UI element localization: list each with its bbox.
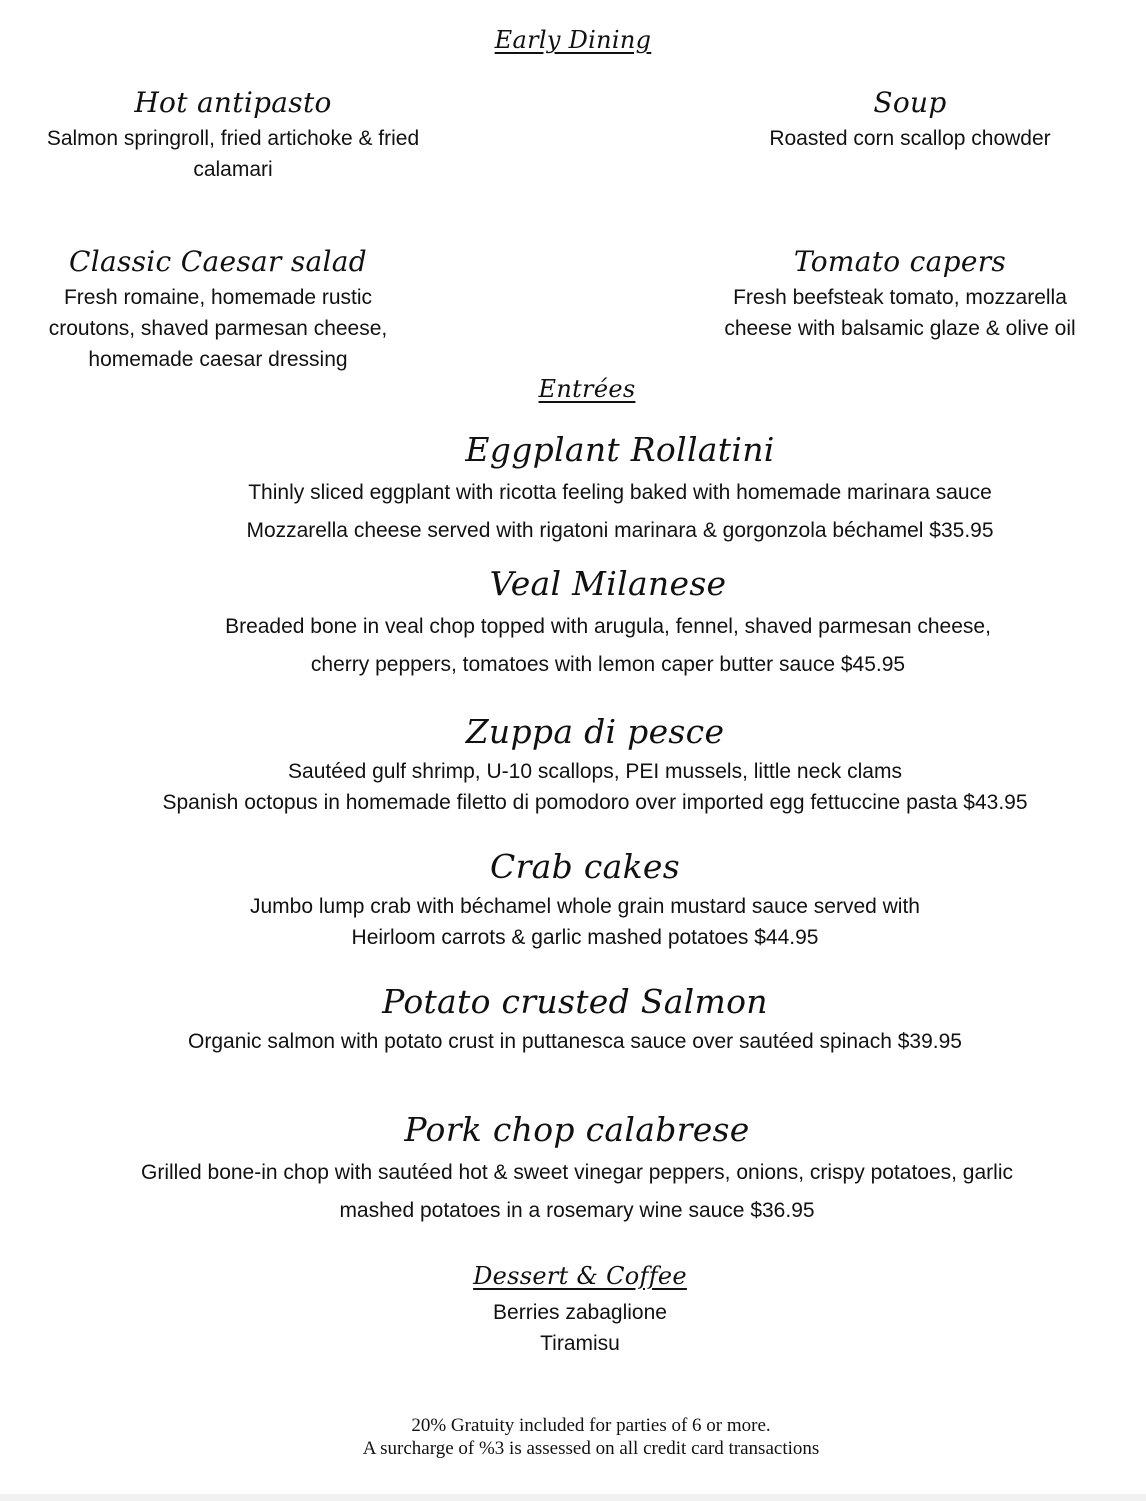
dish-description-line: cherry peppers, tomatoes with lemon caper butter sauce $45.95 (310, 653, 906, 676)
dish-description-line: mashed potatoes in a rosemary wine sauce $36.95 (339, 1199, 815, 1222)
dish-description-line: Salmon springroll, fried artichoke & fried (46, 127, 420, 150)
dish-name: Classic Caesar salad (68, 245, 368, 278)
dish-description-line: croutons, shaved parmesan cheese, (48, 317, 388, 340)
dish-name: Eggplant Rollatini (465, 430, 775, 469)
dish-description-line: cheese with balsamic glaze & olive oil (724, 317, 1076, 340)
dish-description-line: Sautéed gulf shrimp, U-10 scallops, PEI mussels, little neck clams (288, 760, 902, 783)
dish-name: Tomato capers (793, 245, 1007, 278)
dish-name: Hot antipasto (134, 86, 332, 119)
dish-description-line: Spanish octopus in homemade filetto di pomodoro over imported egg fettuccine pasta $43.95 (162, 791, 1028, 814)
dish-name: Pork chop calabrese (404, 1110, 750, 1149)
dish-description-line: Organic salmon with potato crust in puttanesca sauce over sautéed spinach $39.95 (188, 1030, 962, 1053)
dish-name: Veal Milanese (489, 564, 727, 603)
footer-notes (0, 1414, 1146, 1460)
menu-item-tomato-capers (660, 245, 1140, 344)
dish-name: Potato crusted Salmon (382, 982, 768, 1021)
menu-item-hot-antipasto (0, 86, 466, 185)
menu-item-pork-chop-calabrese (0, 1110, 1146, 1230)
dish-name: Crab cakes (490, 847, 680, 886)
dish-description-line: Jumbo lump crab with béchamel whole grain mustard sauce served with (250, 895, 920, 918)
dessert-list (0, 1297, 1146, 1359)
dessert-item: Berries zabaglione (493, 1301, 667, 1324)
dish-description-line: homemade caesar dressing (88, 348, 348, 371)
menu-item-potato-crusted-salmon (0, 982, 1146, 1057)
menu-item-veal-milanese (0, 564, 1146, 684)
early-dining-heading: Early Dining (494, 26, 652, 54)
dish-name: Soup (873, 86, 947, 119)
page-bottom-edge (0, 1494, 1146, 1501)
menu-item-zuppa-di-pesce (0, 712, 1146, 818)
dish-description-line: Thinly sliced eggplant with ricotta feeling baked with homemade marinara sauce (248, 481, 992, 504)
menu-item-caesar-salad (0, 245, 436, 375)
dish-description-line: Heirloom carrots & garlic mashed potatoes $44.95 (351, 926, 819, 949)
surcharge-note: A surcharge of %3 is assessed on all credit card transactions (362, 1438, 820, 1459)
gratuity-note: 20% Gratuity included for parties of 6 or more. (411, 1415, 771, 1436)
dessert-coffee-heading: Dessert & Coffee (473, 1262, 687, 1290)
menu-item-soup (680, 86, 1140, 154)
dish-description-line: Fresh beefsteak tomato, mozzarella (733, 286, 1067, 309)
dish-description-line: Mozzarella cheese served with rigatoni marinara & gorgonzola béchamel $35.95 (246, 519, 994, 542)
dish-name: Zuppa di pesce (465, 712, 725, 751)
dish-description-line: Fresh romaine, homemade rustic (63, 286, 373, 309)
dish-description-line: calamari (193, 158, 273, 181)
dish-description-line: Grilled bone-in chop with sautéed hot & sweet vinegar peppers, onions, crispy potatoes, garlic (141, 1161, 1013, 1184)
dessert-item: Tiramisu (540, 1332, 620, 1355)
menu-item-crab-cakes (0, 847, 1146, 953)
dish-description-line: Breaded bone in veal chop topped with arugula, fennel, shaved parmesan cheese, (225, 615, 991, 638)
entrees-heading: Entrées (538, 375, 636, 403)
dish-description-line: Roasted corn scallop chowder (769, 127, 1051, 150)
menu-item-eggplant-rollatini (0, 430, 1146, 550)
